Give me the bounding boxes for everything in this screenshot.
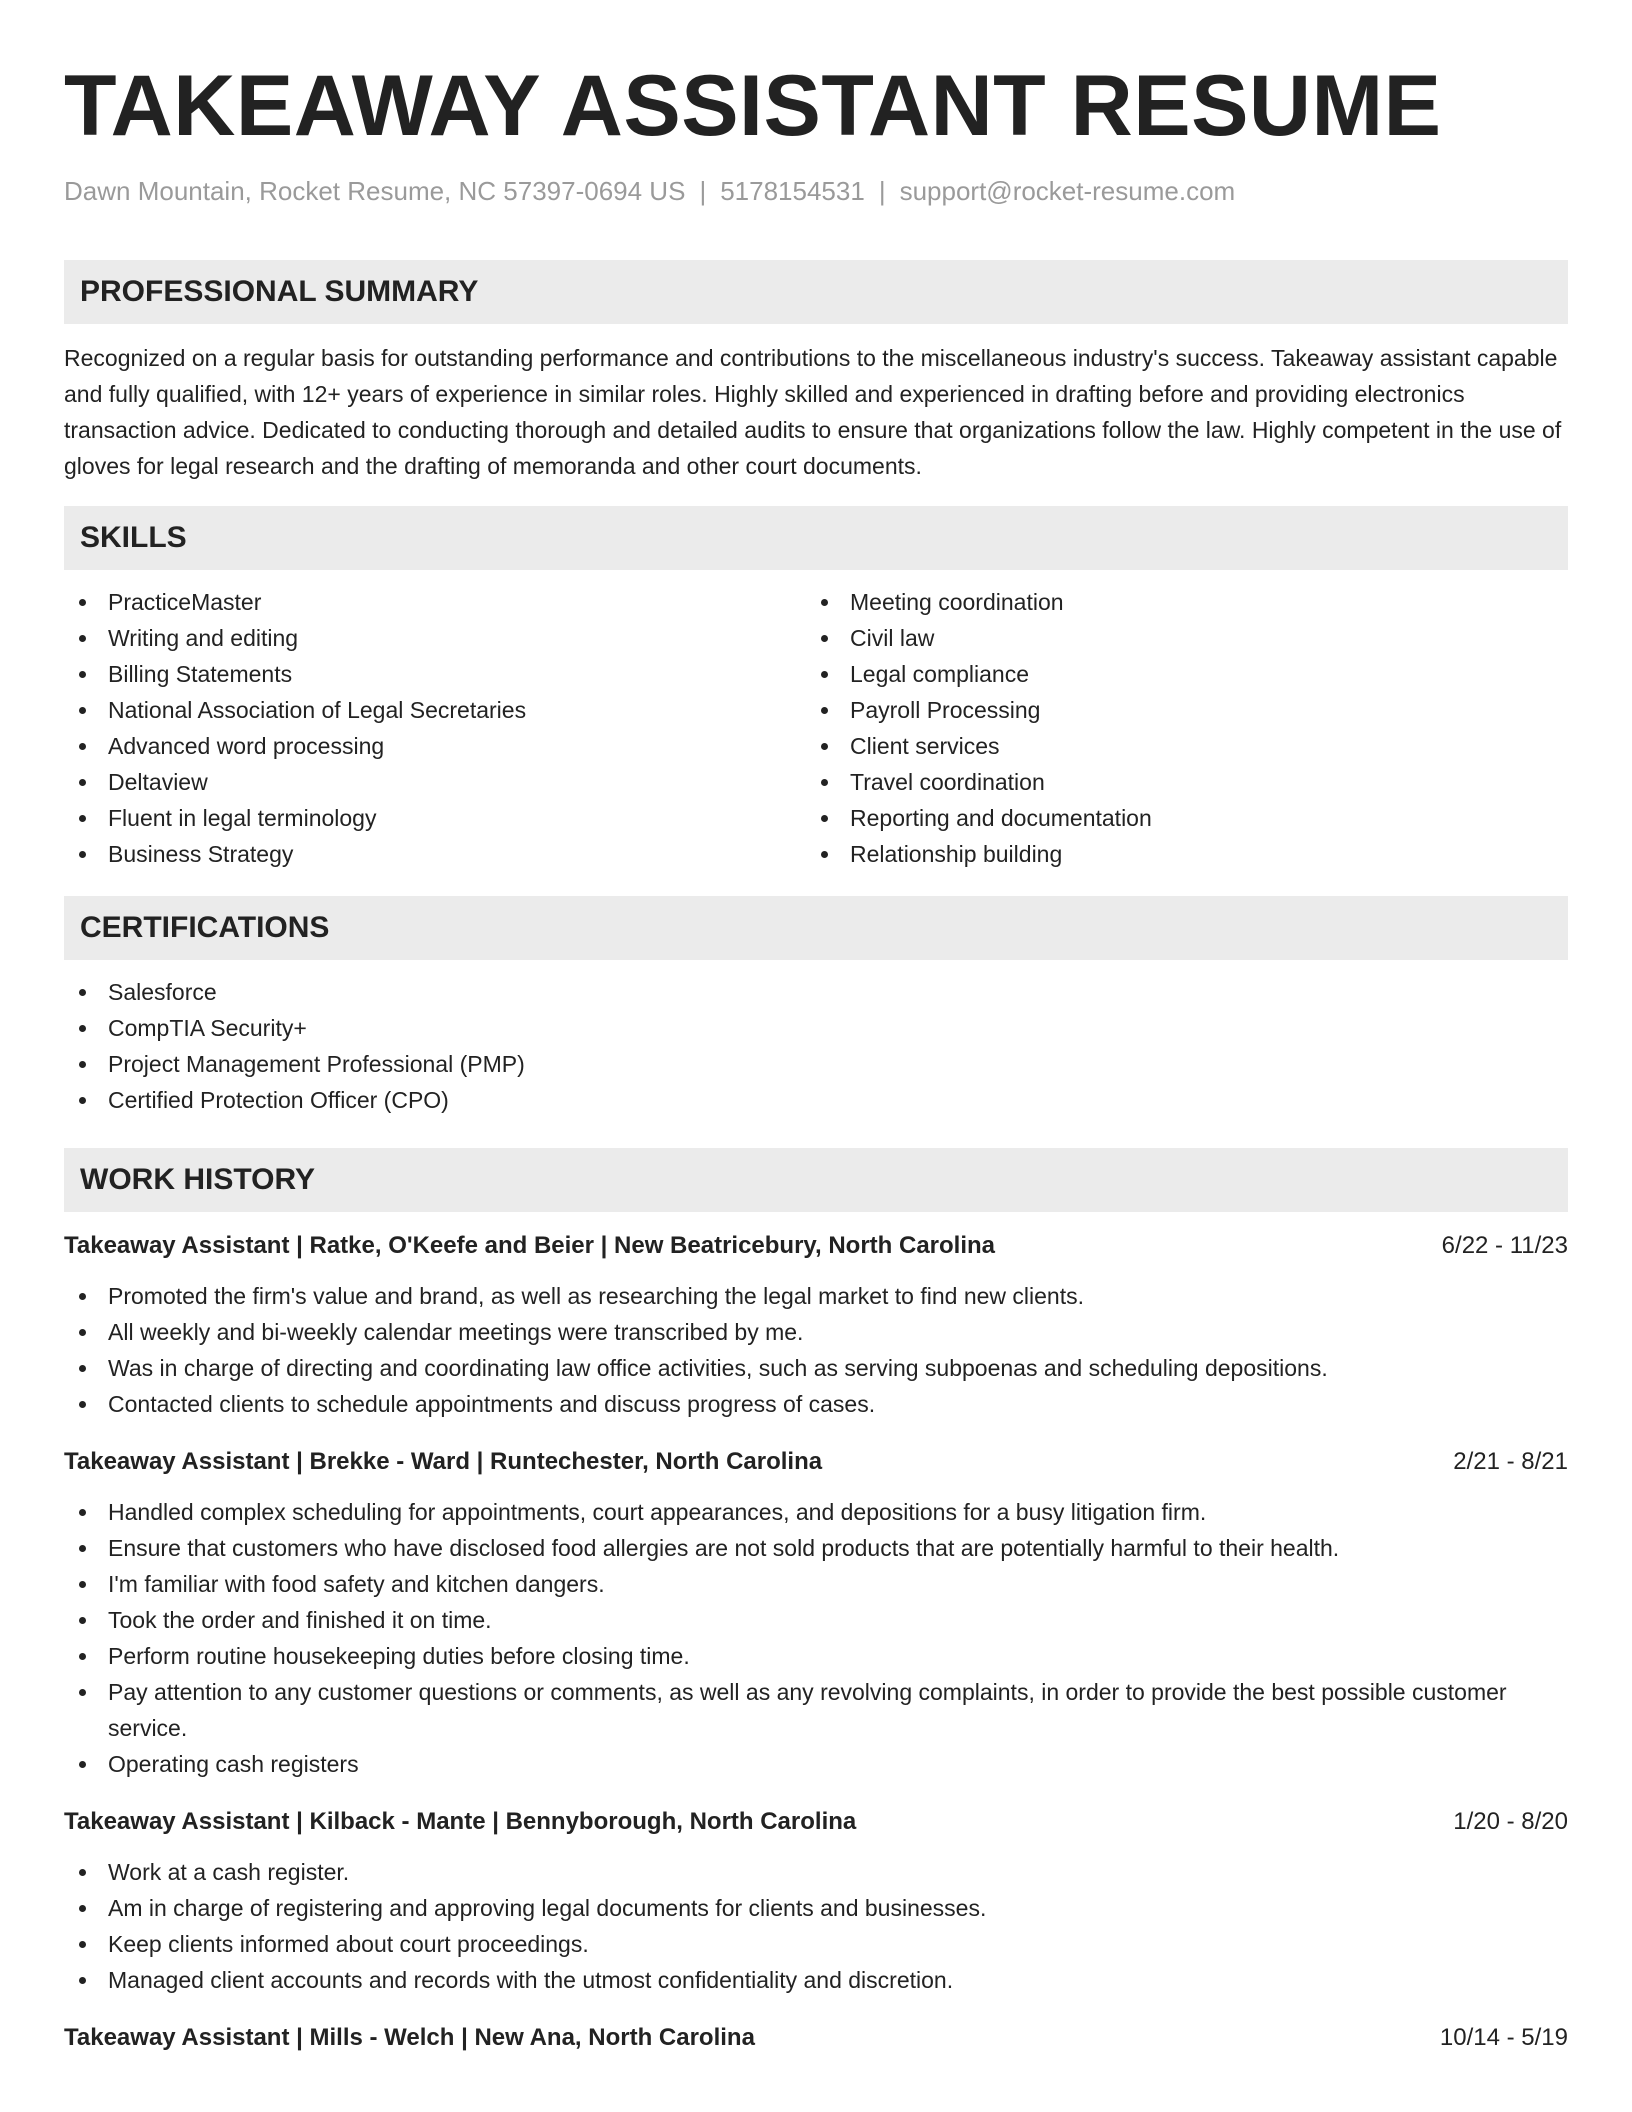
job-title: Takeaway Assistant | Brekke - Ward | Runtechester, North Carolina bbox=[64, 1448, 823, 1475]
job-title: Takeaway Assistant | Kilback - Mante | Bennyborough, North Carolina bbox=[64, 1808, 857, 1835]
job-title: Takeaway Assistant | Ratke, O'Keefe and Beier | New Beatricebury, North Carolina bbox=[64, 1232, 996, 1259]
skill-item: Civil law bbox=[806, 620, 1548, 656]
job-bullet: Managed client accounts and records with the utmost confidentiality and discretion. bbox=[64, 1962, 1568, 1998]
job-title: Takeaway Assistant | Mills - Welch | New Ana, North Carolina bbox=[64, 2024, 755, 2051]
job-bullet: Was in charge of directing and coordinating law office activities, such as serving subpoenas and scheduling depositions. bbox=[64, 1350, 1568, 1386]
certification-item: Salesforce bbox=[64, 974, 1568, 1010]
job-bullet: I'm familiar with food safety and kitchen dangers. bbox=[64, 1566, 1568, 1602]
job-header bbox=[64, 2020, 1568, 2056]
job-header bbox=[64, 1228, 1568, 1264]
job-dates: 10/14 - 5/19 bbox=[1439, 2024, 1568, 2051]
job-bullet: Work at a cash register. bbox=[64, 1854, 1568, 1890]
contact-phone: 5178154531 bbox=[720, 176, 865, 206]
skill-item: National Association of Legal Secretaries bbox=[64, 692, 806, 728]
job-bullet: Pay attention to any customer questions or comments, as well as any revolving complaints, in order to provide the best possible customer service. bbox=[64, 1674, 1568, 1746]
skill-item: Advanced word processing bbox=[64, 728, 806, 764]
certification-item: CompTIA Security+ bbox=[64, 1010, 1568, 1046]
job-bullet: Operating cash registers bbox=[64, 1746, 1568, 1782]
job-bullet: Ensure that customers who have disclosed food allergies are not sold products that are potentially harmful to their health. bbox=[64, 1530, 1568, 1566]
contact-line bbox=[64, 174, 1568, 208]
skill-item: Deltaview bbox=[64, 764, 806, 800]
contact-separator: | bbox=[699, 176, 707, 206]
job-bullet: Keep clients informed about court proceedings. bbox=[64, 1926, 1568, 1962]
job-header bbox=[64, 1804, 1568, 1840]
summary-heading: PROFESSIONAL SUMMARY bbox=[64, 260, 1568, 324]
skills-heading: SKILLS bbox=[64, 506, 1568, 570]
skill-item: Writing and editing bbox=[64, 620, 806, 656]
job-bullet: Handled complex scheduling for appointments, court appearances, and depositions for a busy litigation firm. bbox=[64, 1494, 1568, 1530]
skill-item: Relationship building bbox=[806, 836, 1548, 872]
job-entry bbox=[64, 1444, 1568, 1782]
skill-item: Payroll Processing bbox=[806, 692, 1548, 728]
contact-email[interactable]: support@rocket-resume.com bbox=[899, 176, 1236, 206]
certifications-list bbox=[64, 974, 1568, 1118]
job-dates: 1/20 - 8/20 bbox=[1453, 1808, 1568, 1835]
work-history-list bbox=[64, 1228, 1568, 2056]
skill-item: Reporting and documentation bbox=[806, 800, 1548, 836]
work-history-heading: WORK HISTORY bbox=[64, 1148, 1568, 1212]
skill-item: Fluent in legal terminology bbox=[64, 800, 806, 836]
skill-item: Travel coordination bbox=[806, 764, 1548, 800]
job-bullet: Took the order and finished it on time. bbox=[64, 1602, 1568, 1638]
contact-separator: | bbox=[878, 176, 886, 206]
job-bullet: Promoted the firm's value and brand, as well as researching the legal market to find new clients. bbox=[64, 1278, 1568, 1314]
skills-columns bbox=[64, 584, 1568, 872]
job-bullets bbox=[64, 1278, 1568, 1422]
job-bullet: Am in charge of registering and approving legal documents for clients and businesses. bbox=[64, 1890, 1568, 1926]
job-bullet: Contacted clients to schedule appointments and discuss progress of cases. bbox=[64, 1386, 1568, 1422]
skill-item: Billing Statements bbox=[64, 656, 806, 692]
job-bullets bbox=[64, 1494, 1568, 1782]
job-bullet: Perform routine housekeeping duties before closing time. bbox=[64, 1638, 1568, 1674]
certifications-heading: CERTIFICATIONS bbox=[64, 896, 1568, 960]
job-entry bbox=[64, 1228, 1568, 1422]
job-dates: 2/21 - 8/21 bbox=[1453, 1448, 1568, 1475]
certification-item: Project Management Professional (PMP) bbox=[64, 1046, 1568, 1082]
job-entry bbox=[64, 2020, 1568, 2056]
job-bullets bbox=[64, 1854, 1568, 1998]
skill-item: Client services bbox=[806, 728, 1548, 764]
summary-text: Recognized on a regular basis for outstanding performance and contributions to the miscellaneous industry's success. Takeaway assistant capable and fully qualified, with 12+ years of experience in similar roles. Highly skilled and experienced in drafting before and providing electronics transaction advice. Dedicated to conducting thorough and detailed audits to ensure that organizations follow the law. Highly competent in the use of gloves for legal research and the drafting of memoranda and other court documents. bbox=[64, 345, 1562, 479]
skill-item: PracticeMaster bbox=[64, 584, 806, 620]
skill-item: Meeting coordination bbox=[806, 584, 1548, 620]
job-entry bbox=[64, 1804, 1568, 1998]
resume-title: TAKEAWAY ASSISTANT RESUME bbox=[64, 58, 1442, 154]
skill-item: Legal compliance bbox=[806, 656, 1548, 692]
skills-list-left bbox=[64, 584, 806, 872]
skills-list-right bbox=[806, 584, 1548, 872]
certification-item: Certified Protection Officer (CPO) bbox=[64, 1082, 1568, 1118]
job-bullet: All weekly and bi-weekly calendar meetings were transcribed by me. bbox=[64, 1314, 1568, 1350]
skill-item: Business Strategy bbox=[64, 836, 806, 872]
contact-address: Dawn Mountain, Rocket Resume, NC 57397-0694 US bbox=[64, 176, 686, 206]
job-header bbox=[64, 1444, 1568, 1480]
job-dates: 6/22 - 11/23 bbox=[1441, 1232, 1568, 1259]
